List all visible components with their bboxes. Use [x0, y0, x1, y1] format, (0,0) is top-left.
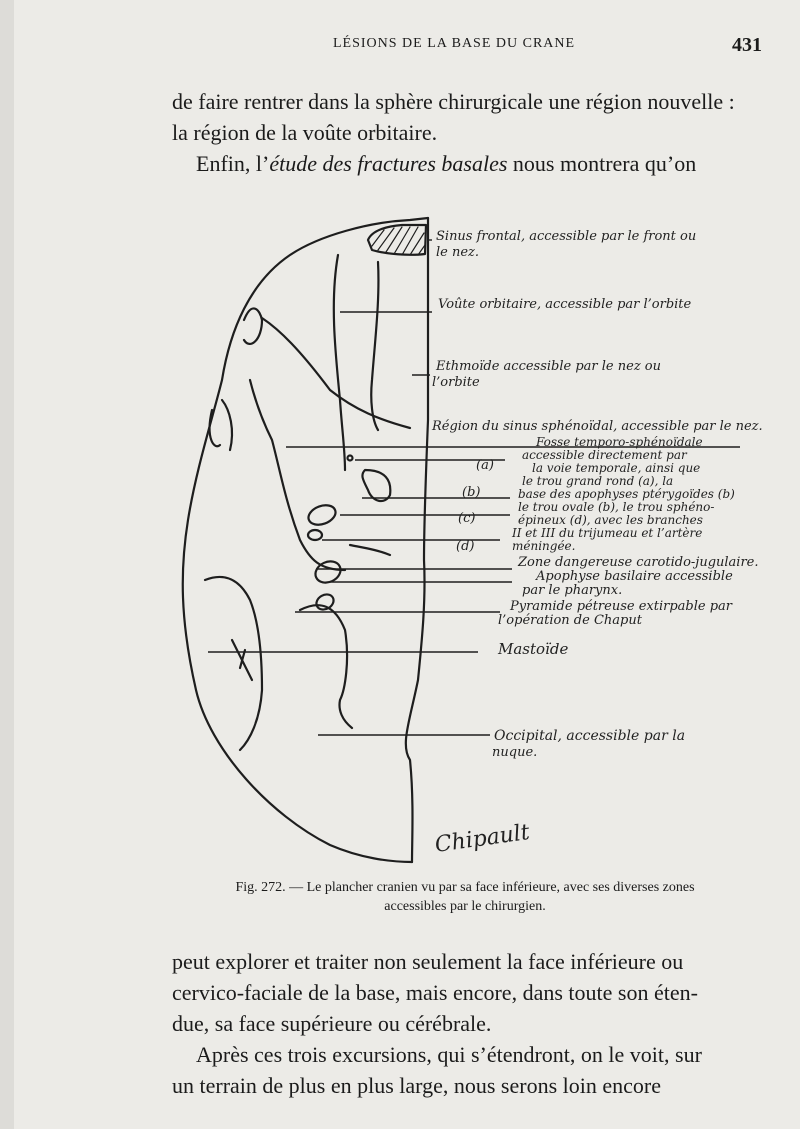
running-title: LÉSIONS DE LA BASE DU CRANE: [333, 36, 576, 51]
text-line: de faire rentrer dans la sphère chirurgicale une région nouvelle :: [172, 89, 735, 114]
label-voute-orbitaire: Voûte orbitaire, accessible par l’orbite: [438, 297, 692, 312]
label-pyramide: l’opération de Chaput: [498, 613, 642, 628]
text-line: un terrain de plus en plus large, nous serons loin encore: [172, 1073, 661, 1098]
text-line: [172, 148, 766, 179]
page-header: [0, 34, 800, 58]
figure-caption: [170, 878, 760, 916]
page-number: 431: [732, 34, 762, 56]
text-line: cervico-faciale de la base, mais encore, dans toute son éten-: [172, 980, 698, 1005]
label-fosse: méningée.: [512, 539, 576, 553]
label-fosse: le trou ovale (b), le trou sphéno-: [518, 500, 715, 514]
label-zone-dangereuse: Zone dangereuse carotido-jugulaire.: [518, 555, 759, 570]
label-fosse: épineux (d), avec les branches: [518, 513, 703, 527]
text-run: Enfin, l’: [196, 151, 270, 176]
label-letter-d: (d): [456, 539, 475, 554]
label-occipital: Occipital, accessible par la: [494, 728, 686, 744]
caption-line: Fig. 272. — Le plancher cranien vu par sa face inférieure, avec ses diverses zones: [235, 880, 695, 895]
skull-base-drawing: [0, 200, 800, 880]
label-fosse: accessible directement par: [522, 448, 687, 462]
label-fosse: Fosse temporo-sphénoïdale: [536, 435, 703, 449]
label-apophyse: Apophyse basilaire accessible: [536, 569, 733, 584]
text-line: Après ces trois excursions, qui s’étendront, on le voit, sur: [196, 1042, 702, 1067]
caption-line: accessibles par le chirurgien.: [384, 899, 546, 914]
label-pyramide: Pyramide pétreuse extirpable par: [510, 599, 732, 614]
text-line: peut explorer et traiter non seulement la face inférieure ou: [172, 949, 684, 974]
label-sinus-frontal: le nez.: [436, 245, 480, 260]
body-text-bottom: [172, 946, 766, 1101]
label-fosse: base des apophyses ptérygoïdes (b): [518, 487, 735, 501]
label-fosse: le trou grand rond (a), la: [522, 474, 674, 488]
body-text-top: [172, 86, 766, 179]
italic-run: étude des fractures basales: [269, 151, 508, 176]
label-occipital: nuque.: [492, 745, 538, 760]
label-letter-a: (a): [476, 458, 494, 473]
orbital-roof: [334, 255, 345, 470]
skull-base-figure: [0, 200, 800, 880]
label-ethmoide: l’orbite: [432, 375, 480, 390]
label-ethmoide: Ethmoïde accessible par le nez ou: [436, 359, 662, 374]
text-run: nous montrera qu’on: [507, 151, 697, 176]
text-line: due, sa face supérieure ou cérébrale.: [172, 1011, 492, 1036]
label-fosse: II et III du trijumeau et l’artère: [512, 526, 703, 540]
label-apophyse: par le pharynx.: [522, 583, 623, 598]
label-letter-b: (b): [462, 485, 481, 500]
label-mastoide: Mastoïde: [498, 640, 569, 658]
label-sphenoidal: Région du sinus sphénoïdal, accessible par le nez.: [432, 419, 763, 434]
text-line: la région de la voûte orbitaire.: [172, 120, 438, 145]
label-letter-c: (c): [458, 511, 476, 526]
signature: Chipault: [433, 819, 532, 858]
label-sinus-frontal: Sinus frontal, accessible par le front ou: [436, 229, 697, 244]
label-fosse: la voie temporale, ainsi que: [532, 461, 701, 475]
